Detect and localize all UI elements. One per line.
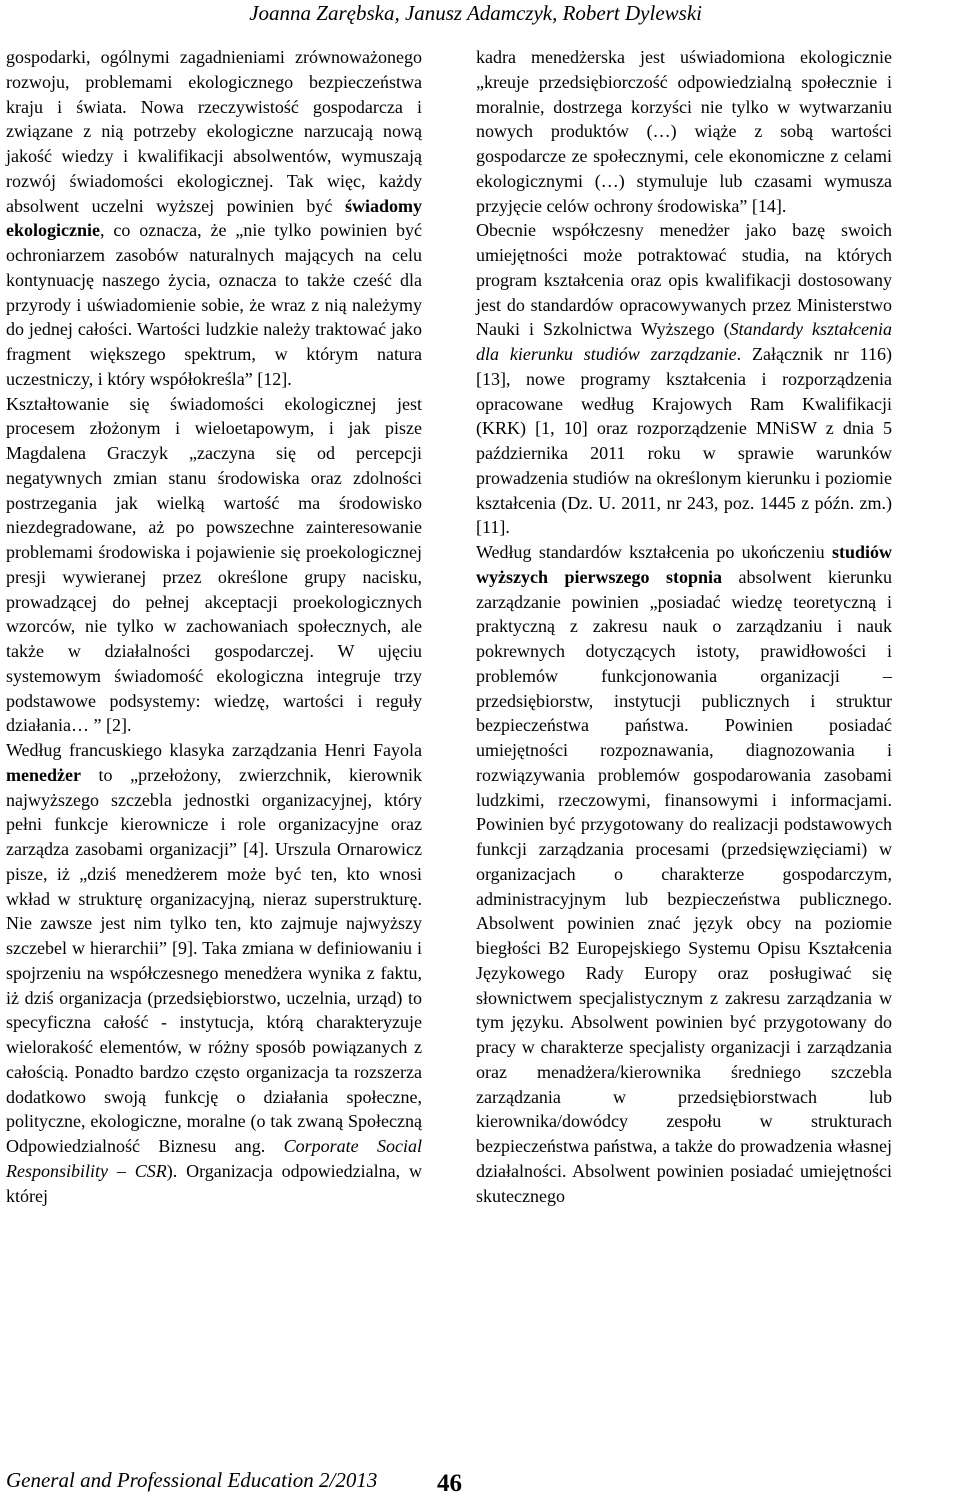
text-run: kadra menedżerska jest uświadomiona ekologicznie „kreuje przedsiębiorczość odpowiedzialną społecznie i moralnie, dostrzega korzyści nie tylko w wytwarzaniu nowych produktów (…) wiąże z sobą wartości gospodarcze ze społecznymi, cele ekonomiczne z celami ekologicznymi (…) stymuluje lub czasami wymusza przyjęcie celów ochrony środowiska” [14]. xyxy=(476,47,892,216)
italic-phrase: Standardy kształcenia dla kierunku studiów zarządzanie xyxy=(476,319,892,364)
paragraph xyxy=(6,738,422,1208)
paragraph xyxy=(6,45,422,392)
bold-phrase: menedżer xyxy=(6,764,81,785)
running-header-authors: Joanna Zarębska, Janusz Adamczyk, Robert Dylewski xyxy=(249,1,702,25)
paragraph xyxy=(476,218,892,540)
bold-phrase: studiów wyższych pierwszego stopnia xyxy=(476,542,892,587)
text-run: Według francuskiego klasyka zarządzania Henri Fayola xyxy=(6,740,422,760)
text-run: to „przełożony, zwierzchnik, kierownik najwyższego szczebla jednostki organizacyjnej, który pełni funkcje kierownicze i role organizacyjne oraz zarządza zasobami organizacji” [4]. Urszula Ornarowicz pisze, iż „dziś menedżerem może być ten, kto wnosi wkład w strukturę organizacyjną, nieraz superstrukturę. Nie zawsze jest nim tylko ten, kto zajmuje najwyższy szczebel w hierarchii” [9]. Taka zmiana w definiowaniu i spojrzeniu na współczesnego menedżera wynika z faktu, iż dziś organizacja (przedsiębiorstwo, uczelnia, urząd) to specyficzna całość - instytucja, którą charakteryzuje wielorakość elementów, w różny sposób powiązanych z całością. Ponadto bardzo często organizacja ta rozszerza dodatkowo swoją funkcję o działania społeczne, polityczne, ekologiczne, moralne (o tak zwaną Społeczną Odpowiedzialność Biznesu ang. xyxy=(6,764,422,1156)
footer-journal-title: General and Professional Education 2/2013 xyxy=(6,1468,378,1492)
paragraph xyxy=(476,45,892,218)
page-number: 46 xyxy=(437,1470,462,1497)
italic-phrase: Corporate Social Responsibility – CSR xyxy=(6,1136,422,1181)
text-run: Obecnie współczesny menedżer jako bazę swoich umiejętności może potraktować studia, na których program kształcenia oraz opis kwalifikacji dostosowany jest do standardów opracowywanych przez Ministerstwo Nauki i Szkolnictwa Wyższego ( xyxy=(476,220,892,340)
text-run: Kształtowanie się świadomości ekologicznej jest procesem złożonym i wieloetapowym, i jak pisze Magdalena Graczyk „zaczyna się od percepcji negatywnych zmian stanu środowiska oraz zdolności postrzegania jak wielką wartość ma środowisko niezdegradowane, aż po powszechne zainteresowanie problemami środowiska i pojawienie się proekologicznej presji wywieranej przez określone grupy nacisku, prowadzącej do pełnej akceptacji proekologicznych wzorców, nie tylko w zachowaniach społecznych, ale także w działalności gospodarczej. W ujęciu systemowym świadomość ekologiczna integruje trzy podstawowe podsystemy: wiedzę, wartości i reguły działania… ” [2]. xyxy=(6,393,422,736)
paragraph xyxy=(6,392,422,739)
right-text-column xyxy=(476,45,892,1208)
left-text-column xyxy=(6,45,422,1208)
text-run: ). Organizacja odpowiedzialna, w której xyxy=(6,1160,422,1206)
bold-phrase: świadomy ekologicznie xyxy=(6,195,422,241)
text-run: Według standardów kształcenia po ukończeniu xyxy=(476,542,832,562)
paragraph xyxy=(476,540,892,1208)
text-run: absolwent kierunku zarządzanie powinien „posiadać wiedzę teoretyczną i praktyczną z zakresu nauk o zarządzaniu i nauk pokrewnych dotyczących istoty, prawidłowości i problemów funkcjonowania organizacji – przedsiębiorstw, instytucji publicznych i struktur bezpieczeństwa państwa. Powinien posiadać umiejętności rozpoznawania, diagnozowania i rozwiązywania problemów gospodarowania zasobami ludzkimi, rzeczowymi, finansowymi i informacjami. Powinien być przygotowany do realizacji podstawowych funkcji zarządzania procesami (przedsięwzięciami) w organizacjach o charakterze gospodarczym, administracyjnym lub bezpieczeństwa publicznego. Absolwent powinien znać język obcy na poziomie biegłości B2 Europejskiego Systemu Opisu Kształcenia Językowego Rady Europy oraz posługiwać się słownictwem specjalistycznym z zakresu zarządzania w tym języku. Absolwent powinien być przygotowany do pracy w charakterze specjalisty organizacji i zarządzania oraz menadżera/kierownika średniego szczebla zarządzania w przedsiębiorstwach lub kierownika/dowódcy zespołu w strukturach bezpieczeństwa państwa, a także do prowadzenia własnej działalności. Absolwent powinien posiadać umiejętności skutecznego xyxy=(476,566,892,1206)
text-run: gospodarki, ogólnymi zagadnieniami zrównoważonego rozwoju, problemami ekologicznego bezpieczeństwa kraju i świata. Nowa rzeczywistość gospodarcza i związane z nią potrzeby ekologiczne narzucają nową jakość wiedzy i kwalifikacji absolwentów, wymuszają rozwój świadomości ekologicznej. Tak więc, każdy absolwent uczelni wyższej powinien być xyxy=(6,47,422,216)
text-run: , co oznacza, że „nie tylko powinien być ochroniarzem zasobów naturalnych mających na celu kontynuację naszego życia, oznacza to także cześć dla przyrody i uświadomienie sobie, że wraz z nią należymy do jednej całości. Wartości ludzkie należy traktować jako fragment większego spektrum, w którym natura uczestniczy, i który współokreśla” [12]. xyxy=(6,220,422,389)
text-run: . Załącznik nr 116) [13], nowe programy kształcenia i rozporządzenia opracowane według Krajowych Ram Kwalifikacji (KRK) [1, 10] oraz rozporządzenie MNiSW z dnia 5 października 2011 roku w sprawie warunków prowadzenia studiów na określonym kierunku i poziomie kształcenia (Dz. U. 2011, nr 243, poz. 1445 z późn. zm.) [11]. xyxy=(476,344,892,538)
